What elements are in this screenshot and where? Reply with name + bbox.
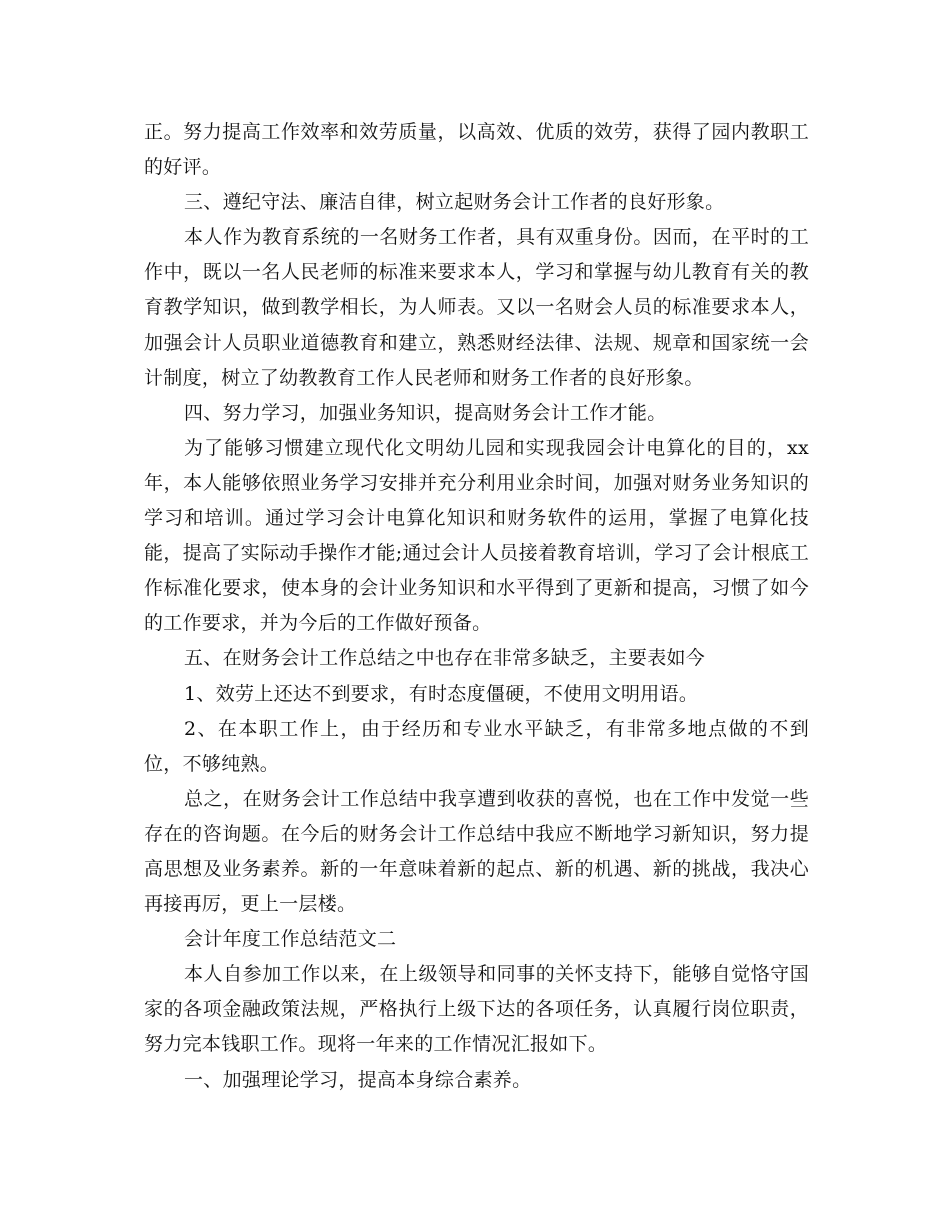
paragraph-continuation: 正。努力提高工作效率和效劳质量，以高效、优质的效劳，获得了园内教职工的好评。 bbox=[144, 121, 809, 179]
paragraph: 总之，在财务会计工作总结中我享遭到收获的喜悦，也在工作中发觉一些存在的咨询题。在今后的财务会计工作总结中我应不断地学习新知识，努力提高思想及业务素养。新的一年意味着新的起点、新的机遇、新的挑战，我决心再接再厉，更上一层楼。 bbox=[144, 787, 809, 916]
list-item: 2、在本职工作上，由于经历和专业水平缺乏，有非常多地点做的不到位，不够纯熟。 bbox=[144, 717, 809, 775]
paragraph: 为了能够习惯建立现代化文明幼儿园和实现我园会计电算化的目的，xx年，本人能够依照业务学习安排并充分利用业余时间，加强对财务业务知识的学习和培训。通过学习会计电算化知识和财务软件的运用，掌握了电算化技能，提高了实际动手操作才能;通过会计人员接着教育培训，学习了会计根底工作标准化要求，使本身的会计业务知识和水平得到了更新和提高，习惯了如今的工作要求，并为今后的工作做好预备。 bbox=[144, 436, 809, 635]
section-heading-3: 三、遵纪守法、廉洁自律，树立起财务会计工作者的良好形象。 bbox=[184, 191, 725, 214]
list-item: 1、效劳上还达不到要求，有时态度僵硬，不使用文明用语。 bbox=[184, 682, 699, 705]
section-heading-5: 五、在财务会计工作总结之中也存在非常多缺乏，主要表如今 bbox=[184, 647, 706, 670]
paragraph: 本人自参加工作以来，在上级领导和同事的关怀支持下，能够自觉恪守国家的各项金融政策法规，严格执行上级下达的各项任务，认真履行岗位职责，努力完本钱职工作。现将一年来的工作情况汇报如下。 bbox=[144, 963, 809, 1056]
document-body bbox=[144, 115, 809, 1098]
section-heading-1: 一、加强理论学习，提高本身综合素养。 bbox=[184, 1068, 532, 1091]
article-title: 会计年度工作总结范文二 bbox=[184, 928, 397, 951]
section-heading-4: 四、努力学习，加强业务知识，提高财务会计工作才能。 bbox=[184, 401, 667, 424]
paragraph: 本人作为教育系统的一名财务工作者，具有双重身份。因而，在平时的工作中，既以一名人民老师的标准来要求本人，学习和掌握与幼儿教育有关的教育教学知识，做到教学相长，为人师表。又以一名财会人员的标准要求本人，加强会计人员职业道德教育和建立，熟悉财经法律、法规、规章和国家统一会计制度，树立了幼教教育工作人民老师和财务工作者的良好形象。 bbox=[144, 226, 809, 389]
